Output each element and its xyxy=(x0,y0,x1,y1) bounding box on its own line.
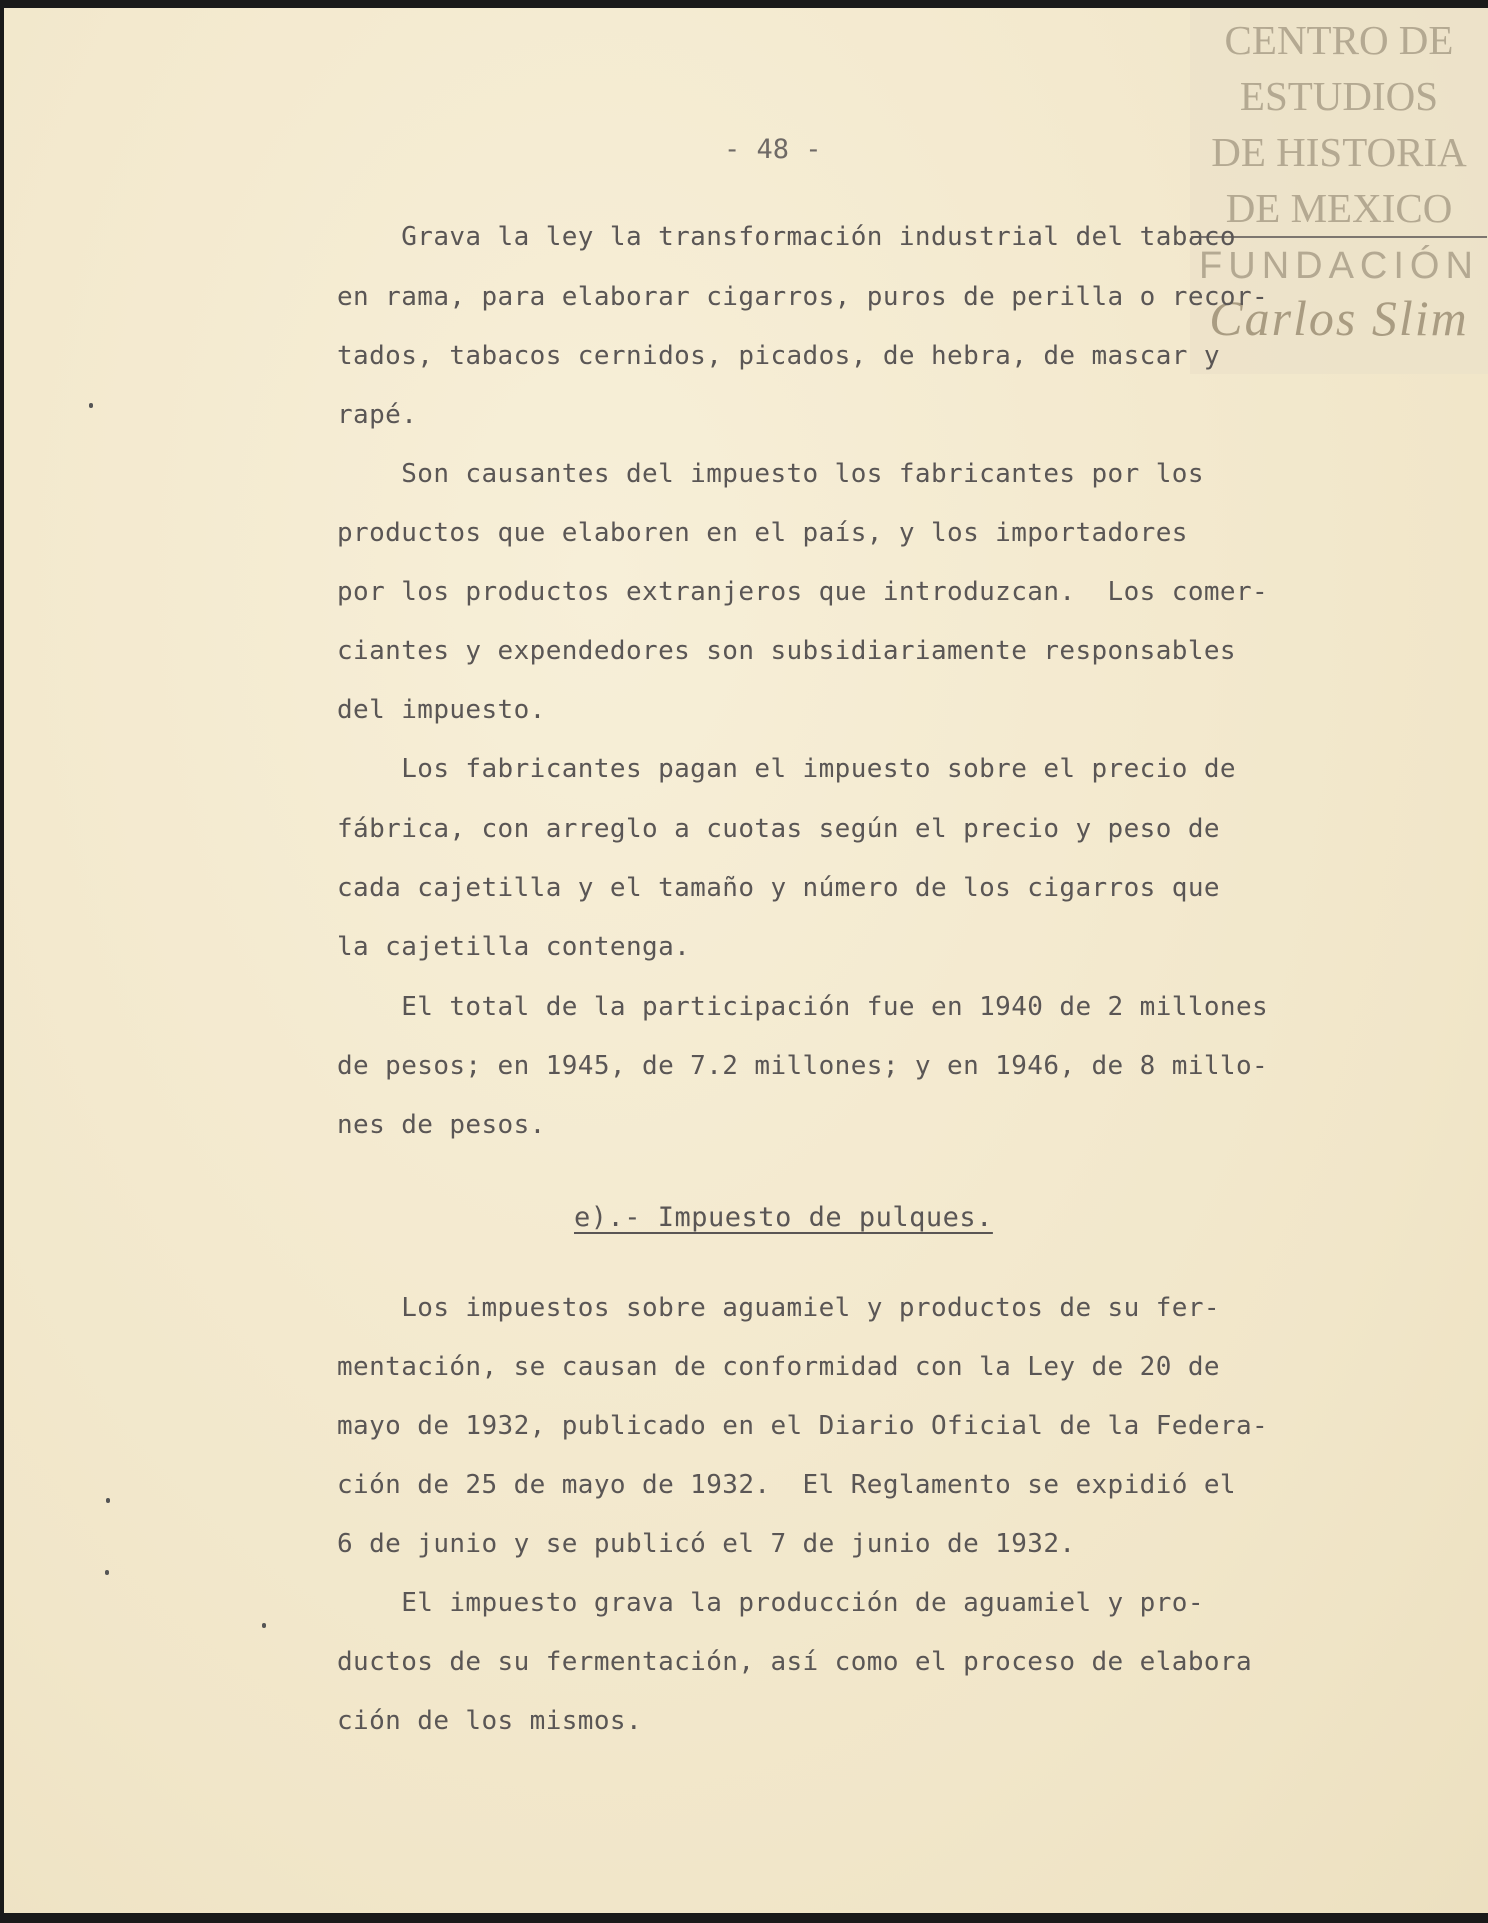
text-line: Los impuestos sobre aguamiel y productos de su fer- xyxy=(337,1293,1220,1323)
text-line: del impuesto. xyxy=(337,695,546,725)
text-line: rapé. xyxy=(337,400,418,430)
section-heading: e).- Impuesto de pulques. xyxy=(574,1202,993,1233)
watermark-line-3: DE HISTORIA xyxy=(1211,129,1467,175)
text-line: 6 de junio y se publicó el 7 de junio de 1932. xyxy=(337,1529,1076,1559)
text-line: ción de 25 de mayo de 1932. El Reglamento se expidió el xyxy=(337,1470,1236,1500)
text-line: de pesos; en 1945, de 7.2 millones; y en 1946, de 8 millo- xyxy=(337,1051,1269,1081)
text-line: ción de los mismos. xyxy=(337,1706,643,1736)
watermark-foundation: FUNDACIÓN xyxy=(1199,245,1479,287)
text-line: productos que elaboren en el país, y los importadores xyxy=(337,518,1188,548)
page-number: - 48 - xyxy=(724,134,822,165)
text-line: El total de la participación fue en 1940 de 2 millones xyxy=(337,992,1269,1022)
text-line: nes de pesos. xyxy=(337,1110,546,1140)
text-line: ductos de su fermentación, así como el proceso de elabora xyxy=(337,1647,1253,1677)
text-line: El impuesto grava la producción de aguamiel y pro- xyxy=(337,1588,1204,1618)
text-line: Grava la ley la transformación industrial del tabaco xyxy=(337,222,1236,252)
paper-speck xyxy=(262,1623,266,1628)
text-line: la cajetilla contenga. xyxy=(337,932,691,962)
text-line: Son causantes del impuesto los fabricantes por los xyxy=(337,459,1204,489)
text-line: por los productos extranjeros que introduzcan. Los comer- xyxy=(337,577,1269,607)
paper-speck xyxy=(89,403,93,408)
text-line: tados, tabacos cernidos, picados, de hebra, de mascar y xyxy=(337,341,1220,371)
watermark-line-4: DE MEXICO xyxy=(1225,185,1453,231)
text-line: cada cajetilla y el tamaño y número de los cigarros que xyxy=(337,873,1220,903)
watermark-line-2: ESTUDIOS xyxy=(1239,73,1439,119)
text-line: en rama, para elaborar cigarros, puros de perilla o recor- xyxy=(337,282,1269,312)
text-line: Los fabricantes pagan el impuesto sobre el precio de xyxy=(337,754,1236,784)
archive-watermark xyxy=(1190,8,1488,374)
text-line: fábrica, con arreglo a cuotas según el precio y peso de xyxy=(337,814,1220,844)
watermark-signature: Carlos Slim xyxy=(1209,290,1469,346)
paper-speck xyxy=(106,1498,110,1503)
text-line: ciantes y expendedores son subsidiariamente responsables xyxy=(337,636,1236,666)
text-line: mayo de 1932, publicado en el Diario Oficial de la Federa- xyxy=(337,1411,1269,1441)
document-page xyxy=(4,8,1488,1913)
text-line: mentación, se causan de conformidad con la Ley de 20 de xyxy=(337,1352,1220,1382)
watermark-line-1: CENTRO DE xyxy=(1224,17,1454,63)
paper-speck xyxy=(105,1570,109,1575)
